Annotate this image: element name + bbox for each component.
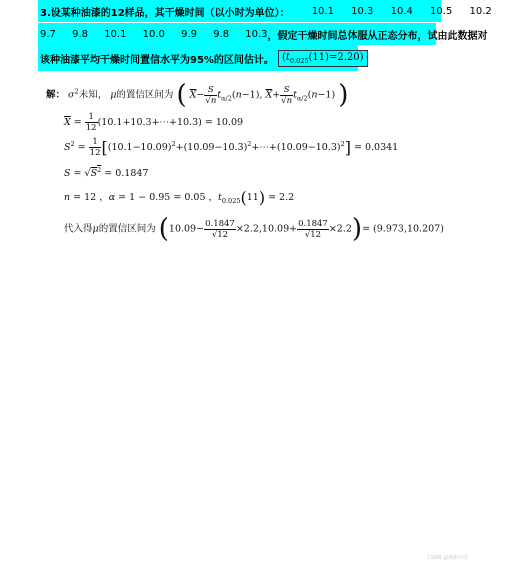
value: 9.8	[213, 28, 230, 40]
problem-line-2	[38, 23, 488, 45]
sd-formula: $S = √S^2 = 0.1847$	[64, 166, 149, 180]
interval-text: 的置信区间为	[116, 89, 174, 101]
problem-line-3	[38, 45, 364, 71]
value: 9.7	[40, 28, 56, 40]
problem-text-2: ，假定干燥时间总体服从正态分布，试由此数据对	[267, 30, 488, 42]
problem-line-1	[38, 0, 492, 22]
solution-intro: 解： $\sigma^2$未知， μ的置信区间为 ( $\overline{X}-$ $\frac{S}{√n}$ $t_{\alpha/2}(n-1)$, $\overline{X}+$ $\frac{S}{√n}$ $t_{\alpha/2}(n-1)$ )	[46, 80, 349, 110]
value: 10.1	[104, 28, 127, 40]
value: 10.3	[245, 28, 268, 40]
value: 10.4	[390, 5, 413, 17]
variance-formula: $S^2$ = $\frac{1}{12}$ $[(10.1-10.09)^2+(10.09-10.3)^2+\cdots+(10.09-10.3)^2] = 0.0341$	[64, 137, 399, 158]
result-formula: 代入得μ的置信区间为 (10.09− $\frac{0.1847}{√12}$ ×2.2,10.09+ $\frac{0.1847}{√12}$ ×2.2)= (9.973,10.207)	[64, 214, 444, 244]
problem-text-1: 3.设某种油漆的12样品，其干燥时间（以小时为单位）：	[40, 7, 290, 19]
value: 10.2	[469, 5, 492, 17]
value: 10.3	[351, 5, 374, 17]
problem-values-1	[312, 6, 506, 17]
t-value-hint: $(t_{0.025}(11)=2.20)$	[278, 50, 368, 67]
solution-label: 解：	[46, 89, 66, 101]
value: 10.1	[311, 5, 334, 17]
unknown-text: 未知，	[78, 89, 108, 101]
problem-values-2	[38, 29, 268, 40]
value: 10.5	[430, 5, 453, 17]
value: 10.0	[142, 28, 165, 40]
value: 9.9	[181, 28, 197, 40]
mean-formula: $\overline{X}$ = $\frac{1}{12}$ (10.1+10.3+⋯+10.3) = 10.09	[64, 112, 244, 133]
problem-text-3: 该种油漆平均干燥时间置信水平为95%的区间估计。	[40, 54, 274, 66]
params-formula: n = 12 ，α = 1 − 0.95 = 0.05 ，$t_{0.025}(11) = 2.2$	[64, 188, 295, 207]
substitute-text: 代入得	[64, 223, 93, 235]
value: 9.8	[72, 28, 88, 40]
interval-text-2: 的置信区间为	[98, 223, 156, 235]
result-value: (9.973,10.207)	[373, 223, 444, 235]
watermark: CSDN @粥粥不停	[427, 555, 468, 561]
